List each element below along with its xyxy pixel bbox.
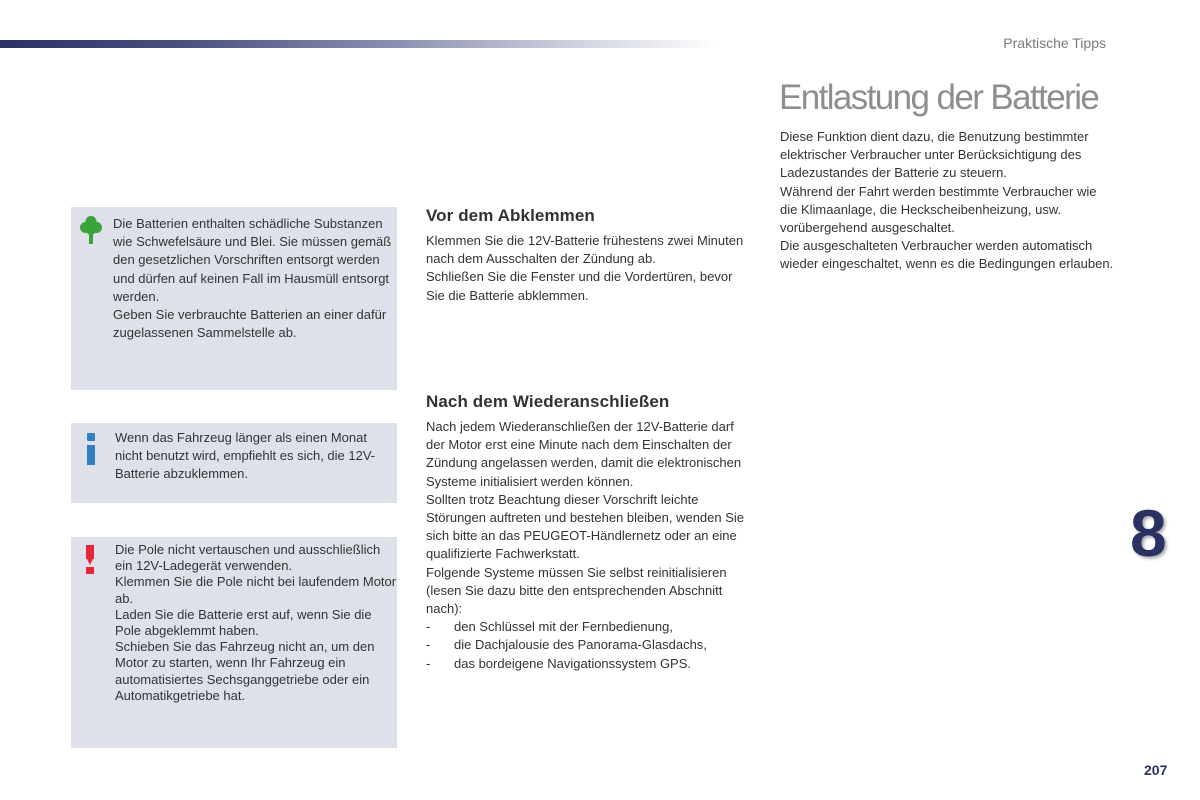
section-body-abklemmen (426, 232, 751, 305)
warning-note-text (115, 542, 397, 704)
note-line: Wenn das Fahrzeug länger als einen Monat nicht benutzt wird, empfiehlt es sich, die 12V-Batterie abzuklemmen. (115, 430, 376, 482)
environment-note (71, 207, 397, 390)
list-item (426, 618, 751, 636)
header-gradient-bar (0, 40, 720, 48)
page-number: 207 (1144, 762, 1168, 778)
paragraph: Nach jedem Wiederanschließen der 12V-Batterie darf der Motor erst eine Minute nach dem Einschalten der Zündung angelassen werden, damit die elektronischen Systeme initialisiert werden können. (426, 419, 742, 489)
intro-text (780, 128, 1115, 274)
exclamation-glyph (85, 545, 95, 575)
intro-paragraph: Diese Funktion dient dazu, die Benutzung bestimmter elektrischer Verbraucher unter Berücksichtigung des Ladezustandes der Batterie zu steuern. (780, 129, 1089, 181)
intro-paragraph: Während der Fahrt werden bestimmte Verbraucher wie die Klimaanlage, die Heckscheibenheizung, usw. vorübergehend ausgeschaltet. (780, 183, 1097, 236)
note-line: Geben Sie verbrauchte Batterien an einer dafür zugelassenen Sammelstelle ab. (113, 307, 387, 341)
note-line: Laden Sie die Batterie erst auf, wenn Sie die Pole abgeklemmt haben. (115, 606, 372, 639)
info-icon (86, 433, 96, 465)
page-title: Entlastung der Batterie (779, 78, 1099, 117)
tree-icon (80, 215, 102, 250)
warning-note (71, 537, 397, 748)
list-marker: - (426, 637, 431, 653)
list-marker: - (426, 655, 431, 671)
note-line: Klemmen Sie die Pole nicht bei laufendem Motor ab. (115, 574, 397, 606)
paragraph: Sollten trotz Beachtung dieser Vorschrift leichte Störungen auftreten und bestehen bleiben, wenden Sie sich bitte an das PEUGEOT-Händlernetz oder an eine qualifizierte Fachwerkstatt. (426, 491, 745, 562)
list-marker: - (426, 619, 431, 635)
info-note (71, 423, 397, 503)
note-line: Schieben Sie das Fahrzeug nicht an, um den Motor zu starten, wenn Ihr Fahrzeug ein automatisiertes Sechsganggetriebe oder ein Automatikgetriebe hat. (115, 639, 375, 703)
environment-note-text (113, 215, 393, 342)
exclamation-icon (85, 545, 95, 575)
chapter-number: 8 (1130, 496, 1167, 570)
info-glyph (86, 433, 96, 465)
section-label: Praktische Tipps (1003, 35, 1106, 51)
list-item-text: den Schlüssel mit der Fernbedienung, (454, 619, 673, 635)
note-line: Die Batterien enthalten schädliche Substanzen wie Schwefelsäure und Blei. Sie müssen gemäß den gesetzlichen Vorschriften entsorgt werden und dürfen auf keinen Fall im Hausmüll entsorgt werden. (113, 216, 392, 304)
list-item-text: das bordeigene Navigationssystem GPS. (454, 655, 692, 671)
list-item-text: die Dachjalousie des Panorama-Glasdachs, (454, 637, 707, 653)
paragraph: Folgende Systeme müssen Sie selbst reinitialisieren (lesen Sie dazu bitte den entsprechenden Abschnitt nach): (426, 564, 727, 617)
info-note-text (115, 429, 395, 484)
note-line: Die Pole nicht vertauschen und ausschließlich ein 12V-Ladegerät verwenden. (115, 542, 381, 574)
list-item (426, 636, 751, 654)
reinit-list (426, 618, 751, 673)
section-heading-abklemmen: Vor dem Abklemmen (426, 206, 595, 225)
intro-paragraph: Die ausgeschalteten Verbraucher werden automatisch wieder eingeschaltet, wenn es die Bedingungen erlauben. (780, 238, 1114, 272)
section-heading-wiederanschliessen: Nach dem Wiederanschließen (426, 392, 670, 411)
paragraph: Schließen Sie die Fenster und die Vordertüren, bevor Sie die Batterie abklemmen. (426, 269, 733, 303)
paragraph: Klemmen Sie die 12V-Batterie frühestens zwei Minuten nach dem Ausschalten der Zündung ab. (426, 233, 744, 267)
section-body-wiederanschliessen (426, 418, 751, 673)
list-item (426, 655, 751, 673)
